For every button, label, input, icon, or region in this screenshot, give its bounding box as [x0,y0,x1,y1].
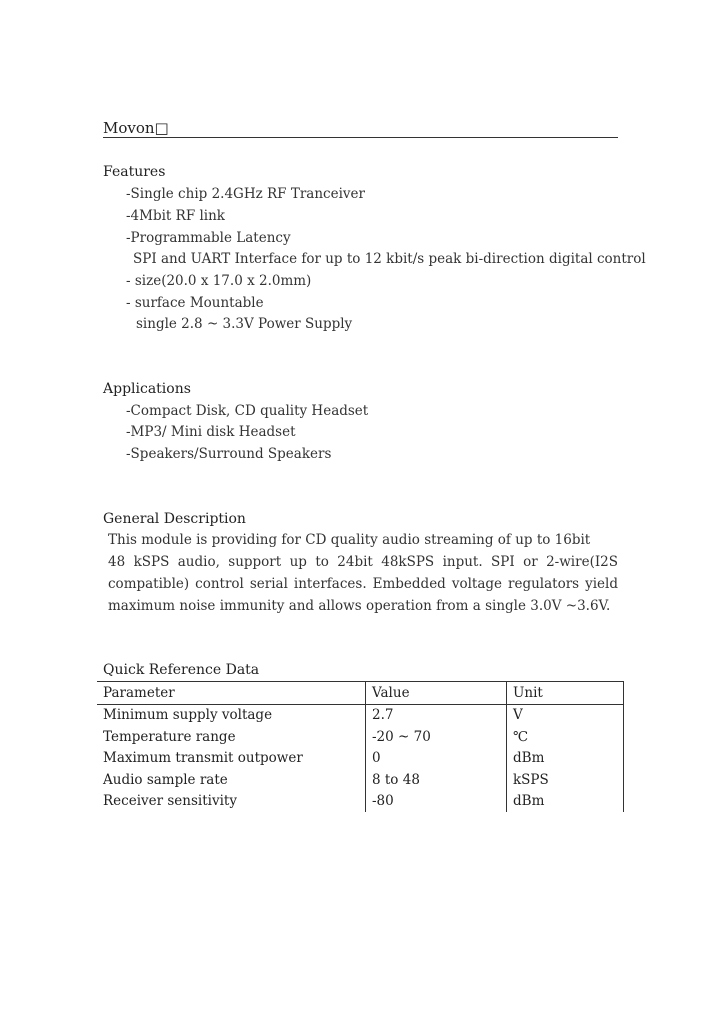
parameter-cell: Minimum supply voltage [97,704,366,726]
description-line: maximum noise immunity and allows operation from a single 3.0V ~3.6V. [108,598,611,614]
description-line: 48 kSPS audio, support up to 24bit 48kSPS input. SPI or 2-wire(I2S [108,554,618,570]
table-row [97,726,624,748]
table-header-row [97,682,624,705]
general-description-heading: General Description [103,511,246,527]
column-header-value: Value [366,682,507,705]
features-heading: Features [103,164,166,180]
column-header-parameter: Parameter [97,682,366,705]
unit-cell: V [507,704,624,726]
title-divider [103,137,618,138]
feature-item: -Single chip 2.4GHz RF Tranceiver [126,186,365,202]
description-line: compatible) control serial interfaces. Embedded voltage regulators yield [108,576,618,592]
parameter-cell: Receiver sensitivity [97,791,366,813]
feature-item: -4Mbit RF link [126,208,225,224]
column-header-unit: Unit [507,682,624,705]
application-item: -Compact Disk, CD quality Headset [126,403,369,419]
description-line: This module is providing for CD quality audio streaming of up to 16bit [108,532,591,548]
application-item: -MP3/ Mini disk Headset [126,424,296,440]
unit-cell: kSPS [507,769,624,791]
value-cell: 2.7 [366,704,507,726]
feature-item: - surface Mountable [126,295,264,311]
table-row [97,769,624,791]
table-row [97,748,624,770]
quick-reference-table [97,681,624,812]
feature-item: SPI and UART Interface for up to 12 kbit/s peak bi-direction digital control [133,251,646,267]
application-item: -Speakers/Surround Speakers [126,446,332,462]
feature-item: - size(20.0 x 17.0 x 2.0mm) [126,273,312,289]
document-title: Movon□ [103,119,169,137]
applications-heading: Applications [103,381,191,397]
parameter-cell: Maximum transmit outpower [97,748,366,770]
parameter-cell: Audio sample rate [97,769,366,791]
table-row [97,791,624,813]
value-cell: 0 [366,748,507,770]
parameter-cell: Temperature range [97,726,366,748]
table-row [97,704,624,726]
unit-cell: dBm [507,748,624,770]
value-cell: -20 ~ 70 [366,726,507,748]
quick-reference-heading: Quick Reference Data [103,662,260,678]
value-cell: 8 to 48 [366,769,507,791]
value-cell: -80 [366,791,507,813]
unit-cell: ℃ [507,726,624,748]
unit-cell: dBm [507,791,624,813]
feature-item: -Programmable Latency [126,230,291,246]
feature-item: single 2.8 ~ 3.3V Power Supply [136,316,353,332]
